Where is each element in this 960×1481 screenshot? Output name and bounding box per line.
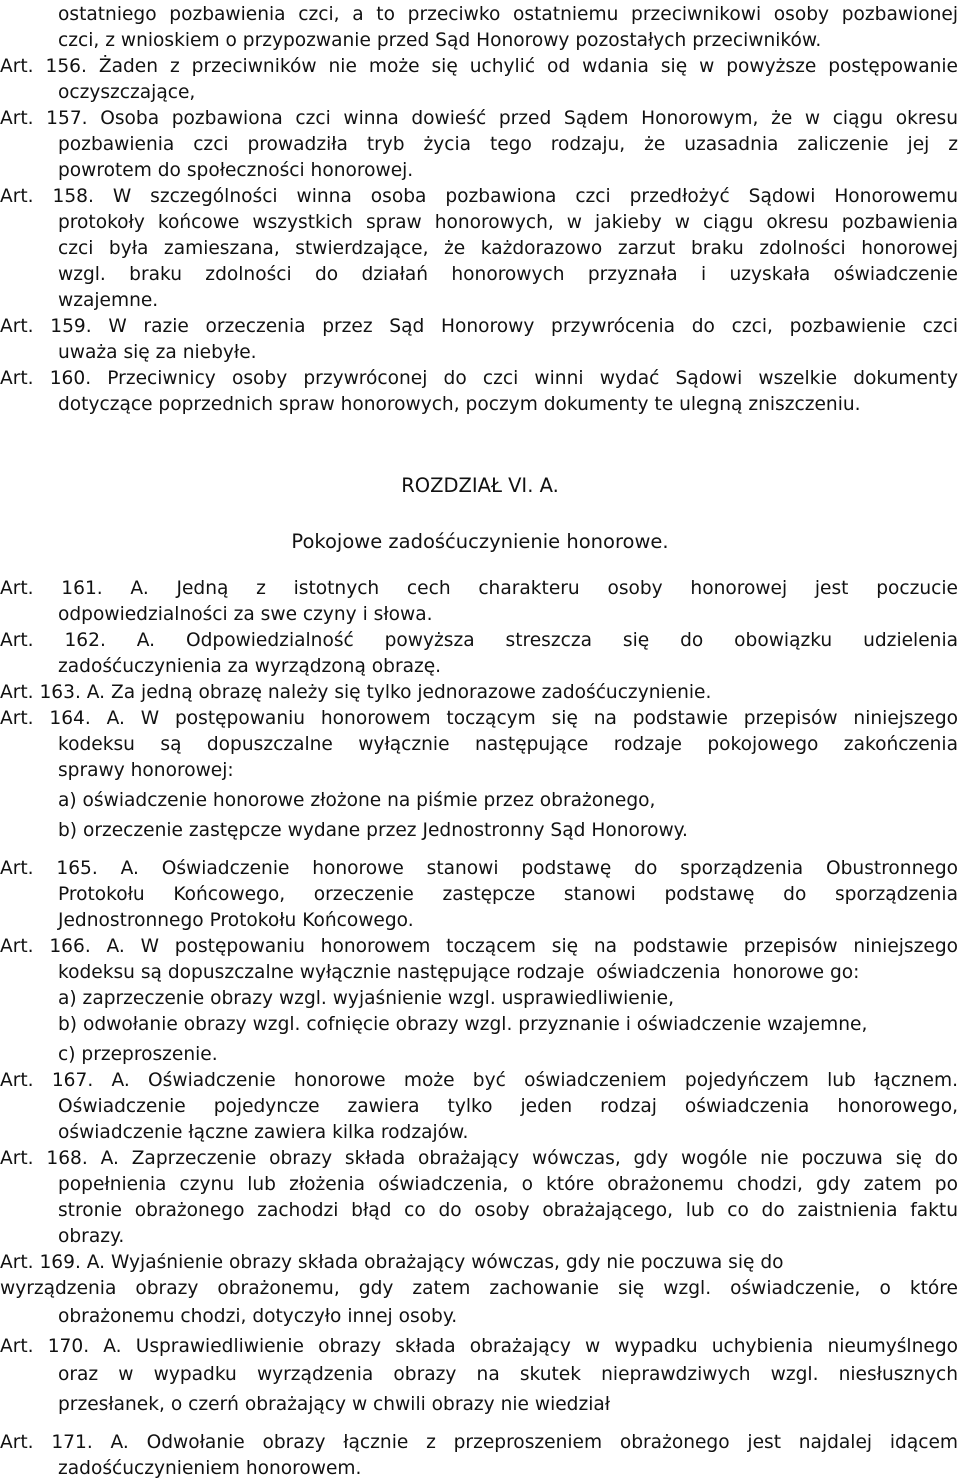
text-line: oświadczenie łączne zawiera kilka rodzajów. bbox=[58, 1122, 469, 1143]
text-line: Protokołu Końcowego, orzeczenie zastępcze stanowi podstawę do sporządzenia bbox=[58, 884, 958, 905]
chapter-heading: ROZDZIAŁ VI. A. bbox=[401, 474, 559, 497]
text-line: obrazy. bbox=[58, 1226, 125, 1247]
text-line: dotyczące poprzednich spraw honorowych, poczym dokumenty te ulegną zniszczeniu. bbox=[58, 394, 861, 415]
text-line: Art. 161. A. Jedną z istotnych cech charakteru osoby honorowej jest poczucie bbox=[0, 578, 958, 599]
text-line: Art. 157. Osoba pozbawiona czci winna dowieść przed Sądem Honorowym, że w ciągu okresu bbox=[0, 108, 958, 129]
text-line: wzajemne. bbox=[58, 290, 159, 311]
text-line: popełnienia czynu lub złożenia oświadczenia, o które obrażonemu chodzi, gdy zatem po bbox=[58, 1174, 958, 1195]
text-line: pozbawienia czci prowadziła tryb życia tego rodzaju, że uzasadnia zaliczenie jej z bbox=[58, 134, 958, 155]
text-line: czci, z wnioskiem o przypozwanie przed Sąd Honorowy pozostałych przeciwników. bbox=[58, 30, 822, 51]
text-line: wzgl. braku zdolności do działań honorowych przyznała i uzyskała oświadczenie bbox=[58, 264, 958, 285]
text-line: Art. 158. W szczególności winna osoba pozbawiona czci przedłożyć Sądowi Honorowemu bbox=[0, 186, 958, 207]
text-line: oraz w wypadku wyrządzenia obrazy na skutek nieprawdziwych wzgl. niesłusznych bbox=[58, 1364, 958, 1385]
text-line: odpowiedzialności za swe czyny i słowa. bbox=[58, 604, 433, 625]
text-line: kodeksu są dopuszczalne wyłącznie następujące rodzaje oświadczenia honorowe go: bbox=[58, 962, 860, 983]
text-line: obrażonemu chodzi, dotyczyło innej osoby. bbox=[58, 1306, 458, 1327]
text-line: zadośćuczynienia za wyrządzoną obrazę. bbox=[58, 656, 442, 677]
chapter-subtitle: Pokojowe zadośćuczynienie honorowe. bbox=[291, 530, 669, 553]
text-line: Art. 171. A. Odwołanie obrazy łącznie z przeproszeniem obrażonego jest najdalej idącem bbox=[0, 1432, 958, 1453]
text-line: Art. 168. A. Zaprzeczenie obrazy składa obrażający wówczas, gdy wogóle nie poczuwa się do bbox=[0, 1148, 958, 1169]
text-line: oczyszczające, bbox=[58, 82, 196, 103]
text-line: wyrządzenia obrazy obrażonemu, gdy zatem zachowanie się wzgl. oświadczenie, o które bbox=[0, 1278, 958, 1299]
text-line: Art. 162. A. Odpowiedzialność powyższa streszcza się do obowiązku udzielenia bbox=[0, 630, 958, 651]
list-item: a) zaprzeczenie obrazy wzgl. wyjaśnienie wzgl. usprawiedliwienie, bbox=[58, 988, 675, 1009]
text-line: Art. 160. Przeciwnicy osoby przywróconej do czci winni wydać Sądowi wszelkie dokumenty bbox=[0, 368, 958, 389]
text-line: zadośćuczynieniem honorowem. bbox=[58, 1458, 362, 1479]
list-item: b) odwołanie obrazy wzgl. cofnięcie obrazy wzgl. przyznanie i oświadczenie wzajemne, bbox=[58, 1014, 868, 1035]
text-line: uważa się za niebyłe. bbox=[58, 342, 257, 363]
text-line: powrotem do społeczności honorowej. bbox=[58, 160, 414, 181]
text-line: protokoły końcowe wszystkich spraw honorowych, w jakieby w ciągu okresu pozbawienia bbox=[58, 212, 958, 233]
text-line: Art. 156. Żaden z przeciwników nie może się uchylić od wdania się w powyższe postępowanie bbox=[0, 56, 958, 77]
text-line: Art. 169. A. Wyjaśnienie obrazy składa obrażający wówczas, gdy nie poczuwa się do bbox=[0, 1252, 784, 1273]
text-line: Art. 163. A. Za jedną obrazę należy się tylko jednorazowe zadośćuczynienie. bbox=[0, 682, 712, 703]
text-line: Art. 166. A. W postępowaniu honorowem toczącem się na podstawie przepisów niniejszego bbox=[0, 936, 958, 957]
text-line: ostatniego pozbawienia czci, a to przeciwko ostatniemu przeciwnikowi osoby pozbawionej bbox=[58, 4, 958, 25]
text-line: Art. 159. W razie orzeczenia przez Sąd Honorowy przywrócenia do czci, pozbawienie czci bbox=[0, 316, 958, 337]
text-line: Art. 165. A. Oświadczenie honorowe stanowi podstawę do sporządzenia Obustronnego bbox=[0, 858, 958, 879]
list-item: c) przeproszenie. bbox=[58, 1044, 218, 1065]
list-item: a) oświadczenie honorowe złożone na piśmie przez obrażonego, bbox=[58, 790, 656, 811]
text-line: Oświadczenie pojedyncze zawiera tylko jeden rodzaj oświadczenia honorowego, bbox=[58, 1096, 958, 1117]
text-line: Art. 170. A. Usprawiedliwienie obrazy składa obrażający w wypadku uchybienia nieumyślnego bbox=[0, 1336, 958, 1357]
text-line: kodeksu są dopuszczalne wyłącznie następujące rodzaje pokojowego zakończenia bbox=[58, 734, 958, 755]
text-line: Art. 167. A. Oświadczenie honorowe może być oświadczeniem pojedyńczem lub łącznem. bbox=[0, 1070, 958, 1091]
list-item: b) orzeczenie zastępcze wydane przez Jednostronny Sąd Honorowy. bbox=[58, 820, 688, 841]
text-line: stronie obrażonego zachodzi błąd co do osoby obrażającego, lub co do zaistnienia faktu bbox=[58, 1200, 958, 1221]
text-line: sprawy honorowej: bbox=[58, 760, 234, 781]
text-line: czci była zamieszana, stwierdzające, że każdorazowo zarzut braku zdolności honorowej bbox=[58, 238, 958, 259]
text-line: Jednostronnego Protokołu Końcowego. bbox=[58, 910, 414, 931]
text-line: przesłanek, o czerń obrażający w chwili obrazy nie wiedział bbox=[58, 1394, 611, 1415]
text-line: Art. 164. A. W postępowaniu honorowem toczącym się na podstawie przepisów niniejszego bbox=[0, 708, 958, 729]
